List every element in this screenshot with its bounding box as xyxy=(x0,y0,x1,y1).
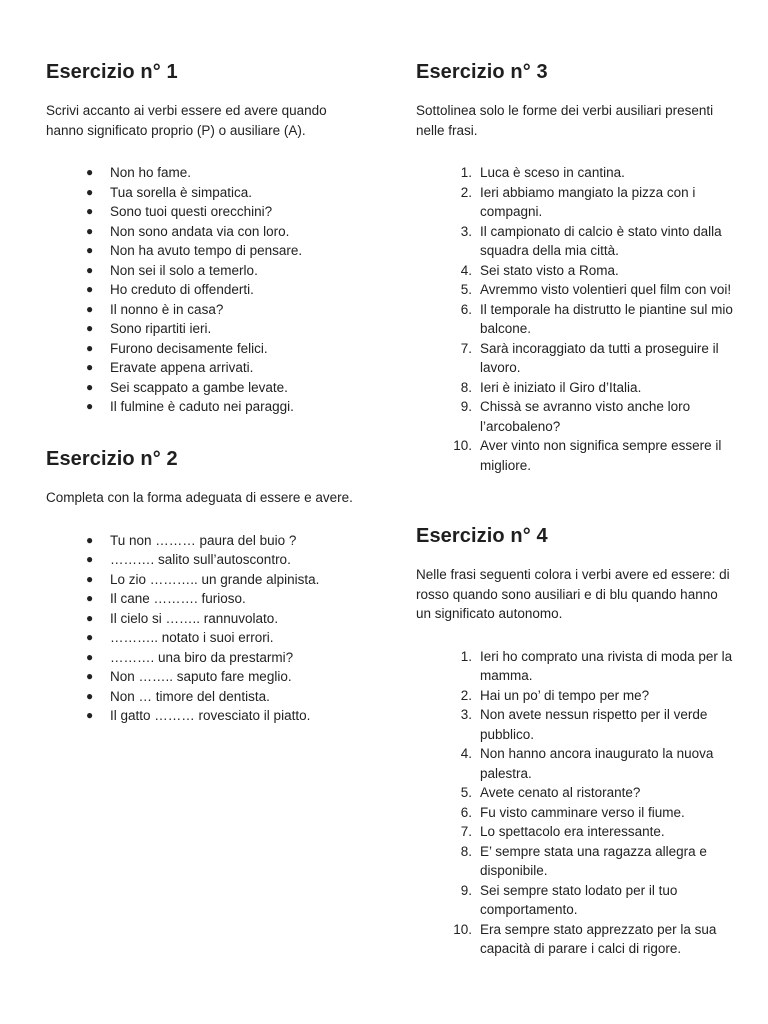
item-number: 9. xyxy=(460,399,472,414)
exercise-1-instruction: Scrivi accanto ai verbi essere ed avere quando hanno significato proprio (P) o ausiliare (A). xyxy=(46,103,327,138)
item-text: Lo spettacolo era interessante. xyxy=(480,824,665,839)
exercise-2-list xyxy=(46,531,366,726)
list-item xyxy=(416,686,736,706)
list-item xyxy=(416,783,736,803)
bullet-icon: ● xyxy=(86,630,94,644)
item-text: Furono decisamente felici. xyxy=(110,340,268,356)
exercise-1-list xyxy=(46,163,366,417)
bullet-icon: ● xyxy=(86,262,94,277)
item-text: Sei sempre stato lodato per il tuo comportamento. xyxy=(480,882,678,917)
list-item xyxy=(46,687,366,707)
bullet-icon: ● xyxy=(86,591,94,605)
bullet-icon: ● xyxy=(86,552,94,566)
item-text: ………. salito sull’autoscontro. xyxy=(110,552,291,567)
list-item xyxy=(46,163,366,183)
item-text: ………. una biro da prestarmi? xyxy=(110,649,294,665)
bullet-icon: ● xyxy=(86,708,94,722)
exercise-3-instruction: Sottolinea solo le forme dei verbi ausiliari presenti nelle frasi. xyxy=(416,103,714,138)
item-number: 7. xyxy=(460,824,472,839)
item-text: E’ sempre stata una ragazza allegra e disponibile. xyxy=(480,843,707,878)
item-number: 4. xyxy=(460,746,472,761)
list-item xyxy=(46,589,366,609)
item-text: Era sempre stato apprezzato per la sua capacità di parare i calci di rigore. xyxy=(480,921,717,956)
list-item xyxy=(46,550,366,570)
list-item xyxy=(416,280,736,300)
list-item xyxy=(46,628,366,648)
list-item xyxy=(416,647,736,686)
list-item xyxy=(46,378,366,398)
list-item xyxy=(416,705,736,744)
exercise-3-title: Esercizio n° 3 xyxy=(416,61,548,83)
item-number: 6. xyxy=(460,804,472,820)
item-text: Non … timore del dentista. xyxy=(110,688,270,704)
list-item xyxy=(416,300,736,339)
bullet-icon: ● xyxy=(86,340,94,355)
list-item xyxy=(46,319,366,339)
item-text: Non hanno ancora inaugurato la nuova palestra. xyxy=(480,746,714,781)
item-text: Hai un po’ di tempo per me? xyxy=(480,687,650,703)
bullet-icon: ● xyxy=(86,204,94,218)
list-item xyxy=(46,300,366,320)
list-item xyxy=(46,183,366,203)
item-number: 5. xyxy=(460,785,472,800)
list-item xyxy=(416,222,736,261)
bullet-icon: ● xyxy=(86,282,94,296)
exercise-3 xyxy=(416,60,736,475)
list-item xyxy=(416,261,736,281)
bullet-icon: ● xyxy=(86,669,94,683)
bullet-icon: ● xyxy=(86,649,94,664)
item-number: 10. xyxy=(453,438,472,453)
item-text: ……….. notato i suoi errori. xyxy=(110,630,274,645)
item-text: Avremmo visto volentieri quel film con voi! xyxy=(480,282,732,297)
bullet-icon: ● xyxy=(86,399,94,413)
item-text: Il gatto ……… rovesciato il piatto. xyxy=(110,708,311,723)
list-item xyxy=(46,570,366,590)
exercise-4-instruction: Nelle frasi seguenti colora i verbi avere ed essere: di rosso quando sono ausiliari e di blu quando hanno un significato autonomo. xyxy=(416,567,730,621)
bullet-icon: ● xyxy=(86,688,94,703)
list-item xyxy=(416,436,736,475)
bullet-icon: ● xyxy=(86,223,94,238)
item-text: Ho creduto di offenderti. xyxy=(110,282,254,297)
list-item xyxy=(46,222,366,242)
list-item xyxy=(46,609,366,629)
list-item xyxy=(46,531,366,551)
bullet-icon: ● xyxy=(86,321,94,335)
list-item xyxy=(416,803,736,823)
item-text: Il temporale ha distrutto le piantine sul mio balcone. xyxy=(480,301,733,336)
item-text: Non avete nessun rispetto per il verde pubblico. xyxy=(480,707,708,742)
item-text: Aver vinto non significa sempre essere il migliore. xyxy=(480,438,722,473)
item-text: Fu visto camminare verso il fiume. xyxy=(480,804,685,820)
item-text: Tu non ……… paura del buio ? xyxy=(110,532,297,548)
bullet-icon: ● xyxy=(86,243,94,257)
item-text: Non …….. saputo fare meglio. xyxy=(110,669,292,684)
exercise-4-title: Esercizio n° 4 xyxy=(416,525,548,547)
list-item xyxy=(416,881,736,920)
list-item xyxy=(46,339,366,359)
exercise-3-list xyxy=(416,163,736,475)
item-number: 1. xyxy=(460,648,472,664)
item-number: 4. xyxy=(460,262,472,278)
exercise-2-instruction: Completa con la forma adeguata di essere e avere. xyxy=(46,490,353,505)
item-number: 8. xyxy=(460,379,472,395)
list-item xyxy=(46,202,366,222)
item-text: Sono tuoi questi orecchini? xyxy=(110,204,273,219)
list-item xyxy=(46,261,366,281)
item-text: Il fulmine è caduto nei paraggi. xyxy=(110,399,294,414)
item-text: Tua sorella è simpatica. xyxy=(110,184,253,200)
list-item xyxy=(416,822,736,842)
item-text: Ieri abbiamo mangiato la pizza con i compagni. xyxy=(480,184,696,219)
list-item xyxy=(416,378,736,398)
bullet-icon: ● xyxy=(86,610,94,625)
item-text: Non sono andata via con loro. xyxy=(110,223,290,239)
bullet-icon: ● xyxy=(86,379,94,394)
list-item xyxy=(416,183,736,222)
item-number: 10. xyxy=(453,921,472,937)
bullet-icon: ● xyxy=(86,532,94,547)
exercise-4-list xyxy=(416,647,736,959)
list-item xyxy=(416,744,736,783)
item-text: Lo zio ……….. un grande alpinista. xyxy=(110,571,320,587)
bullet-icon: ● xyxy=(86,360,94,374)
item-number: 5. xyxy=(460,282,472,297)
bullet-icon: ● xyxy=(86,184,94,199)
item-text: Non sei il solo a temerlo. xyxy=(110,262,258,278)
item-number: 9. xyxy=(460,882,472,898)
exercise-1-title: Esercizio n° 1 xyxy=(46,61,178,83)
list-item xyxy=(416,842,736,881)
item-text: Non ho fame. xyxy=(110,165,192,180)
list-item xyxy=(416,920,736,959)
list-item xyxy=(416,397,736,436)
item-number: 8. xyxy=(460,843,472,859)
item-number: 3. xyxy=(460,223,472,239)
item-text: Sei stato visto a Roma. xyxy=(480,262,619,278)
bullet-icon: ● xyxy=(86,165,94,179)
item-text: Non ha avuto tempo di pensare. xyxy=(110,243,303,258)
list-item xyxy=(46,241,366,261)
item-text: Sei scappato a gambe levate. xyxy=(110,379,288,395)
item-text: Chissà se avranno visto anche loro l’arcobaleno? xyxy=(480,399,691,434)
item-text: Luca è sceso in cantina. xyxy=(480,165,625,180)
item-text: Ieri ho comprato una rivista di moda per la mamma. xyxy=(480,648,733,683)
bullet-icon: ● xyxy=(86,301,94,316)
item-text: Il nonno è in casa? xyxy=(110,301,224,317)
item-text: Il campionato di calcio è stato vinto dalla squadra della mia città. xyxy=(480,223,722,258)
item-number: 7. xyxy=(460,340,472,356)
item-number: 2. xyxy=(460,687,472,703)
exercise-2 xyxy=(46,447,366,726)
exercise-1 xyxy=(46,60,366,417)
item-number: 2. xyxy=(460,184,472,200)
list-item xyxy=(46,280,366,300)
item-text: Avete cenato al ristorante? xyxy=(480,785,641,800)
list-item xyxy=(46,648,366,668)
list-item xyxy=(46,358,366,378)
bullet-icon: ● xyxy=(86,571,94,586)
list-item xyxy=(416,339,736,378)
item-number: 1. xyxy=(460,165,472,180)
item-text: Sono ripartiti ieri. xyxy=(110,321,212,336)
item-text: Ieri è iniziato il Giro d’Italia. xyxy=(480,379,642,395)
item-text: Sarà incoraggiato da tutti a proseguire il lavoro. xyxy=(480,340,719,375)
list-item xyxy=(46,397,366,417)
exercise-4 xyxy=(416,524,736,959)
item-text: Il cane ………. furioso. xyxy=(110,591,246,606)
item-number: 6. xyxy=(460,301,472,317)
exercise-2-title: Esercizio n° 2 xyxy=(46,448,178,470)
item-text: Il cielo si …….. rannuvolato. xyxy=(110,610,279,626)
list-item xyxy=(46,706,366,726)
item-number: 3. xyxy=(460,707,472,722)
list-item xyxy=(46,667,366,687)
list-item xyxy=(416,163,736,183)
item-text: Eravate appena arrivati. xyxy=(110,360,254,375)
